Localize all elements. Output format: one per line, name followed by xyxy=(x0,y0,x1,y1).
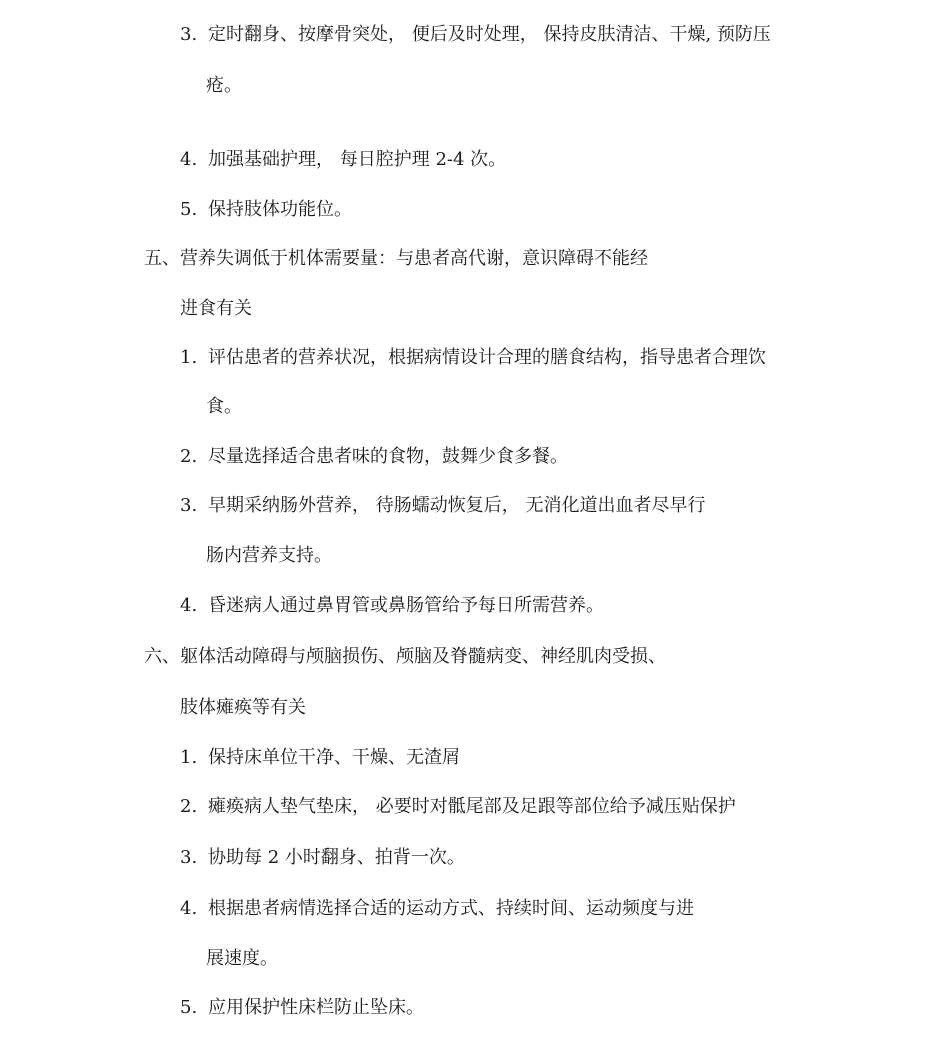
item-text: 评估患者的营养状况，根据病情设计合理的膳食结构，指导患者合理饮 xyxy=(208,347,766,368)
list-item xyxy=(180,847,465,869)
list-item xyxy=(180,347,766,369)
item-number: 4. xyxy=(180,149,198,170)
item-number: 2. xyxy=(180,446,198,467)
list-item-continuation xyxy=(206,948,278,970)
section-heading xyxy=(144,646,666,668)
item-text: 疮。 xyxy=(206,75,242,96)
item-text: 瘫痪病人垫气垫床， 必要时对骶尾部及足跟等部位给予减压贴保护 xyxy=(208,796,736,817)
item-number: 1. xyxy=(180,347,198,368)
list-item xyxy=(180,446,568,468)
section-heading-continuation xyxy=(180,298,252,320)
item-text: 加强基础护理， 每日腔护理 2-4 次。 xyxy=(208,149,507,170)
item-number: 1. xyxy=(180,747,198,768)
section-heading-continuation xyxy=(180,697,306,719)
item-text: 根据患者病情选择合适的运动方式、持续时间、运动频度与进 xyxy=(208,898,694,919)
section-heading-text: 六、躯体活动障碍与颅脑损伤、颅脑及脊髓病变、神经肌肉受损、 xyxy=(144,646,666,667)
item-text: 早期采纳肠外营养， 待肠蠕动恢复后， 无消化道出血者尽早行 xyxy=(208,495,706,516)
item-number: 5. xyxy=(180,199,198,220)
list-item xyxy=(180,747,460,769)
item-number: 3. xyxy=(180,495,198,516)
item-text: 肠内营养支持。 xyxy=(206,545,332,566)
item-number: 2. xyxy=(180,796,198,817)
item-text: 食。 xyxy=(206,396,242,417)
list-item xyxy=(180,199,352,221)
list-item-continuation xyxy=(206,545,332,567)
item-text: 保持床单位干净、干燥、无渣屑 xyxy=(208,747,460,768)
list-item xyxy=(180,898,694,920)
list-item xyxy=(180,796,736,818)
item-number: 4. xyxy=(180,595,198,616)
item-number: 3. xyxy=(180,24,198,45)
list-item-continuation xyxy=(206,75,242,97)
list-item-continuation xyxy=(206,396,242,418)
item-text: 定时翻身、按摩骨突处， 便后及时处理， 保持皮肤清洁、干燥, 预防压 xyxy=(208,24,771,45)
item-text: 尽量选择适合患者味的食物，鼓舞少食多餐。 xyxy=(208,446,568,467)
section-heading xyxy=(144,248,648,270)
list-item xyxy=(180,149,506,171)
list-item xyxy=(180,595,604,617)
item-text: 保持肢体功能位。 xyxy=(208,199,352,220)
item-number: 5. xyxy=(180,997,198,1018)
section-heading-text: 肢体瘫痪等有关 xyxy=(180,697,306,718)
section-heading-text: 进食有关 xyxy=(180,298,252,319)
item-text: 应用保护性床栏防止坠床。 xyxy=(208,997,424,1018)
item-number: 3. xyxy=(180,847,198,868)
list-item xyxy=(180,997,424,1019)
item-text: 昏迷病人通过鼻胃管或鼻肠管给予每日所需营养。 xyxy=(208,595,604,616)
list-item xyxy=(180,495,705,517)
item-number: 4. xyxy=(180,898,198,919)
item-text: 协助每 2 小时翻身、拍背一次。 xyxy=(208,847,465,868)
item-text: 展速度。 xyxy=(206,948,278,969)
list-item xyxy=(180,24,771,46)
section-heading-text: 五、营养失调低于机体需要量：与患者高代谢，意识障碍不能经 xyxy=(144,248,648,269)
